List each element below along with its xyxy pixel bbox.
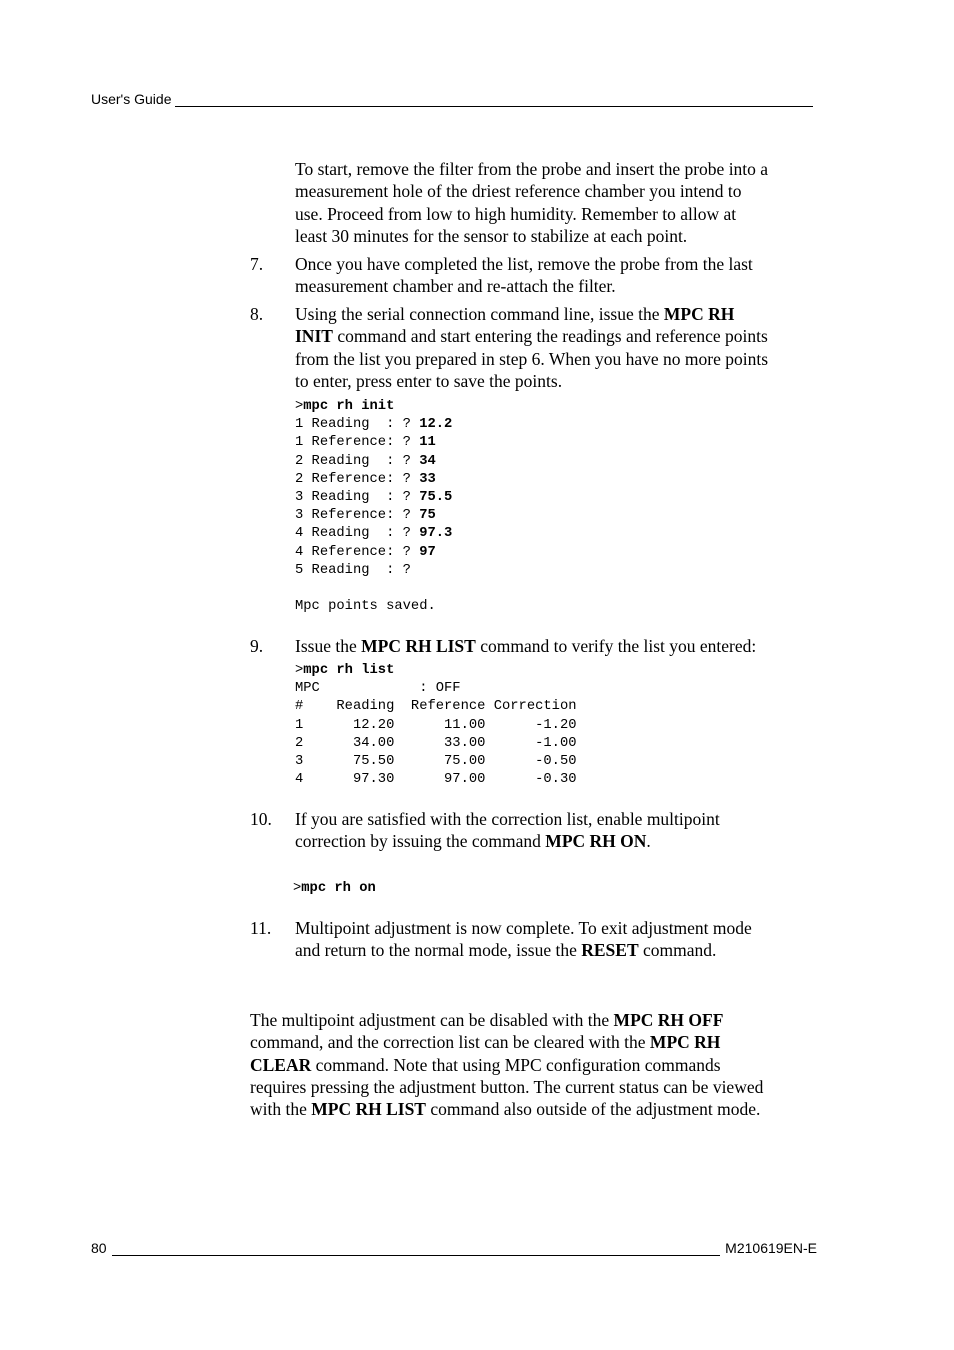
intro-line: use. Proceed from low to high humidity. Remember to allow at (295, 203, 737, 224)
intro-paragraph (295, 158, 768, 247)
code-line: 4 97.30 97.00 -0.30 (295, 772, 577, 788)
code-command: mpc rh list (303, 663, 395, 678)
step-11-line: Multipoint adjustment is now complete. To exit adjustment mode (295, 918, 752, 938)
closing-text-part: The multipoint adjustment can be disabled with the (250, 1010, 614, 1030)
footer-rule (112, 1243, 721, 1256)
code-saved-message: Mpc points saved. (295, 599, 436, 615)
code-label: 4 Reference: ? (295, 544, 420, 560)
code-line: 2 34.00 33.00 -1.00 (295, 735, 577, 751)
step-11-text (295, 917, 752, 962)
code-value: 97 (419, 544, 436, 560)
step-8-text-part: command and start entering the readings and reference points (332, 326, 768, 347)
page-header (91, 91, 813, 107)
code-line: 1 12.20 11.00 -1.20 (295, 717, 577, 733)
closing-command: MPC RH OFF (613, 1010, 724, 1030)
step-7-line: Once you have completed the list, remove the probe from the last (295, 254, 753, 274)
step-7-text (295, 253, 753, 298)
step-11-text-part: and return to the normal mode, issue the (295, 940, 582, 961)
step-9-text (295, 635, 756, 657)
closing-text-part: with the (250, 1099, 312, 1120)
step-8-command: MPC RH (663, 304, 735, 324)
step-8-line: to enter, press enter to save the points. (295, 370, 563, 391)
step-10-command: MPC RH ON (545, 831, 647, 852)
step-7-line: measurement chamber and re-attach the filter. (295, 276, 616, 297)
code-value: 75.5 (419, 490, 453, 506)
code-value: 33 (419, 471, 436, 487)
closing-command: CLEAR (250, 1054, 312, 1075)
step-9-command: MPC RH LIST (361, 636, 476, 656)
step-10-text (295, 808, 720, 853)
closing-text-part: command also outside of the adjustment mode. (425, 1099, 761, 1120)
intro-line: measurement hole of the driest reference chamber you intend to (295, 181, 742, 202)
page-number: 80 (91, 1240, 107, 1256)
closing-paragraph (250, 1009, 763, 1120)
step-11-command: RESET (581, 940, 639, 961)
step-9-text-part: Issue the (295, 636, 362, 656)
step-8-line: from the list you prepared in step 6. When you have no more points (295, 348, 769, 369)
closing-text-part: command, and the correction list can be cleared with the (250, 1032, 650, 1053)
closing-command: MPC RH (649, 1032, 721, 1053)
code-label: 2 Reference: ? (295, 471, 420, 487)
code-line: 3 75.50 75.00 -0.50 (295, 754, 577, 770)
code-label: 5 Reading : ? (295, 562, 411, 578)
step-10-number: 10. (250, 809, 272, 829)
step-8-text (295, 303, 768, 392)
code-value: 75 (419, 508, 436, 524)
step-8-text-part: Using the serial connection command line, issue the (295, 304, 664, 324)
code-value: 11 (419, 435, 436, 451)
closing-line: requires pressing the adjustment button. The current status can be viewed (250, 1076, 764, 1097)
step-10-text-part: correction by issuing the command (295, 831, 546, 852)
step-9-text-part: command to verify the list you entered: (475, 636, 757, 656)
step-8-number: 8. (250, 304, 264, 324)
code-prompt: > (295, 663, 304, 678)
step-8-command: INIT (295, 326, 333, 347)
code-label: 4 Reading : ? (295, 526, 420, 542)
closing-text-part: command. Note that using MPC configuration commands (311, 1054, 721, 1075)
code-block-init (295, 398, 452, 616)
step-7-number: 7. (250, 254, 264, 274)
code-label: 3 Reading : ? (295, 490, 420, 506)
code-command: mpc rh on (301, 881, 376, 896)
code-label: 2 Reading : ? (295, 453, 420, 469)
code-value: 12.2 (419, 417, 453, 433)
page-footer (91, 1240, 817, 1256)
code-line: # Reading Reference Correction (295, 699, 577, 715)
code-command: mpc rh init (303, 399, 395, 414)
step-10-line: If you are satisfied with the correction list, enable multipoint (295, 809, 720, 829)
step-11-number: 11. (250, 918, 272, 938)
intro-line: To start, remove the filter from the probe and insert the probe into a (295, 159, 769, 179)
code-block-on (293, 880, 376, 898)
code-label: 1 Reference: ? (295, 435, 420, 451)
closing-command: MPC RH LIST (311, 1099, 426, 1120)
code-label: 3 Reference: ? (295, 508, 420, 524)
step-10-text-part: . (646, 831, 651, 852)
header-rule (175, 94, 813, 107)
code-prompt: > (293, 881, 302, 896)
header-title: User's Guide (91, 91, 172, 107)
step-11-text-part: command. (638, 940, 717, 961)
code-value: 34 (419, 453, 436, 469)
intro-line: least 30 minutes for the sensor to stabilize at each point. (295, 225, 688, 246)
code-prompt: > (295, 399, 304, 414)
code-value: 97.3 (419, 526, 453, 542)
code-label: 1 Reading : ? (295, 417, 420, 433)
code-block-list (295, 662, 577, 789)
code-line: MPC : OFF (295, 681, 461, 697)
doc-code: M210619EN-E (725, 1240, 817, 1256)
step-9-number: 9. (250, 636, 264, 656)
